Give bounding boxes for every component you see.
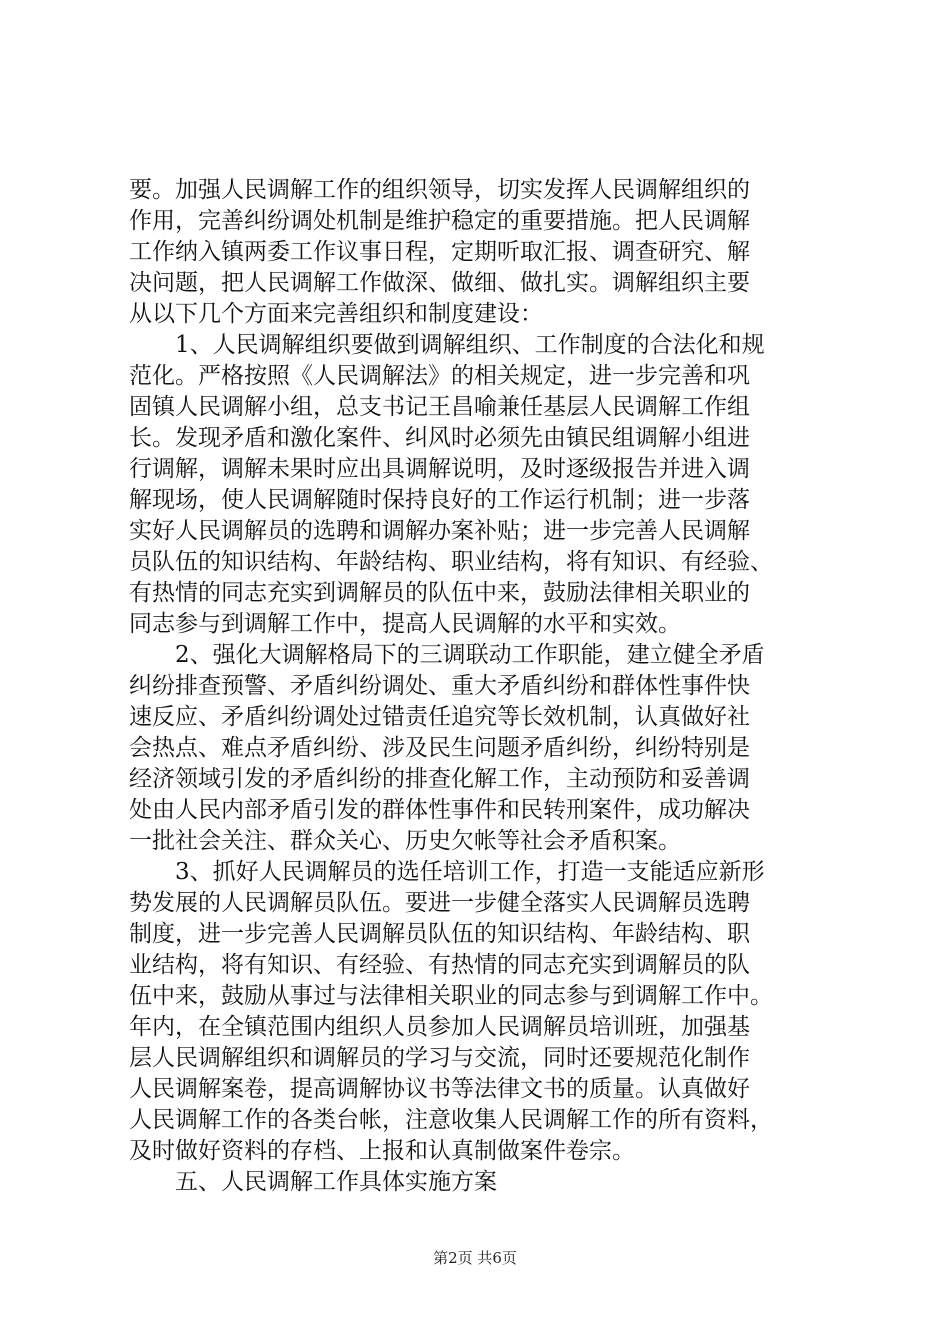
text-line: 2、强化大调解格局下的三调联动工作职能，建立健全矛盾	[129, 642, 765, 668]
text-line: 势发展的人民调解员队伍。要进一步健全落实人民调解员选聘	[129, 890, 750, 916]
text-line: 3、抓好人民调解员的选任培训工作，打造一支能适应新形	[129, 859, 765, 885]
text-line: 纠纷排查预警、矛盾纠纷调处、重大矛盾纠纷和群体性事件快	[129, 673, 750, 699]
text-line: 1、人民调解组织要做到调解组织、工作制度的合法化和规	[129, 332, 765, 358]
text-line: 决问题，把人民调解工作做深、做细、做扎实。调解组织主要	[129, 270, 750, 296]
text-line: 同志参与到调解工作中，提高人民调解的水平和实效。	[129, 611, 681, 637]
text-line: 员队伍的知识结构、年龄结构、职业结构，将有知识、有经验、	[129, 549, 773, 575]
text-line: 伍中来，鼓励从事过与法律相关职业的同志参与到调解工作中。	[129, 983, 773, 1009]
text-line: 速反应、矛盾纠纷调处过错责任追究等长效机制，认真做好社	[129, 704, 750, 730]
text-line: 一批社会关注、群众关心、历史欠帐等社会矛盾积案。	[129, 828, 681, 854]
text-line: 业结构，将有知识、有经验、有热情的同志充实到调解员的队	[129, 952, 750, 978]
text-line: 五、人民调解工作具体实施方案	[129, 1169, 497, 1195]
text-line: 经济领域引发的矛盾纠纷的排查化解工作，主动预防和妥善调	[129, 766, 750, 792]
text-line: 长。发现矛盾和激化案件、纠风时必须先由镇民组调解小组进	[129, 425, 750, 451]
text-line: 范化。严格按照《人民调解法》的相关规定，进一步完善和巩	[129, 363, 750, 389]
text-line: 有热情的同志充实到调解员的队伍中来，鼓励法律相关职业的	[129, 580, 750, 606]
text-line: 工作纳入镇两委工作议事日程，定期听取汇报、调查研究、解	[129, 239, 750, 265]
text-line: 行调解，调解未果时应出具调解说明，及时逐级报告并进入调	[129, 456, 750, 482]
text-line: 要。加强人民调解工作的组织领导，切实发挥人民调解组织的	[129, 177, 750, 203]
text-line: 实好人民调解员的选聘和调解办案补贴；进一步完善人民调解	[129, 518, 750, 544]
text-line: 年内，在全镇范围内组织人员参加人民调解员培训班，加强基	[129, 1014, 750, 1040]
text-line: 解现场，使人民调解随时保持良好的工作运行机制；进一步落	[129, 487, 750, 513]
page-footer: 第2页 共6页	[433, 1249, 517, 1267]
text-line: 会热点、难点矛盾纠纷、涉及民生问题矛盾纠纷，纠纷特别是	[129, 735, 750, 761]
text-line: 固镇人民调解小组，总支书记王昌喻兼任基层人民调解工作组	[129, 394, 750, 420]
body-text	[129, 175, 829, 1198]
text-line: 人民调解案卷，提高调解协议书等法律文书的质量。认真做好	[129, 1076, 750, 1102]
text-line: 层人民调解组织和调解员的学习与交流，同时还要规范化制作	[129, 1045, 750, 1071]
text-line: 人民调解工作的各类台帐，注意收集人民调解工作的所有资料，	[129, 1107, 773, 1133]
text-line: 制度，进一步完善人民调解员队伍的知识结构、年龄结构、职	[129, 921, 750, 947]
text-line: 处由人民内部矛盾引发的群体性事件和民转刑案件，成功解决	[129, 797, 750, 823]
text-line: 从以下几个方面来完善组织和制度建设：	[129, 301, 543, 327]
text-line: 作用，完善纠纷调处机制是维护稳定的重要措施。把人民调解	[129, 208, 750, 234]
text-line: 及时做好资料的存档、上报和认真制做案件卷宗。	[129, 1138, 635, 1164]
